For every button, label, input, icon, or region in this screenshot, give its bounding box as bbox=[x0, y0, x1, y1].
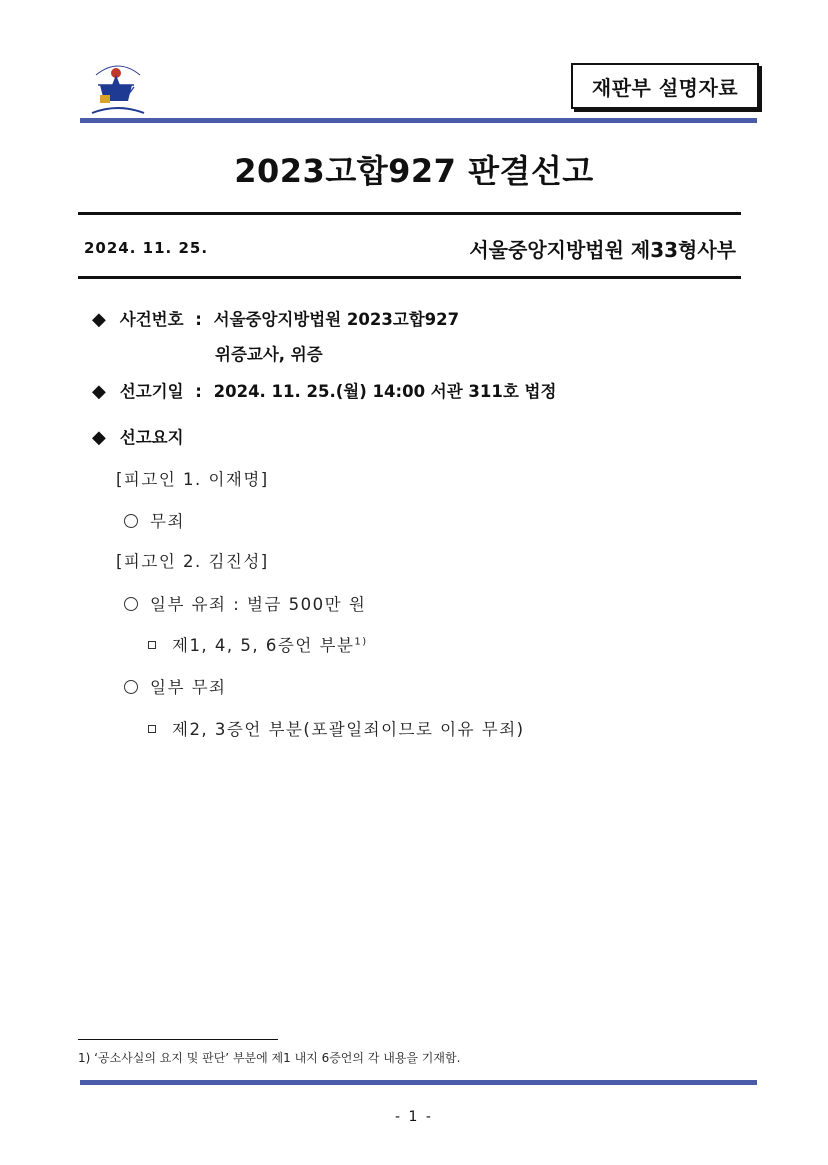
footnote-divider bbox=[78, 1039, 278, 1040]
square-bullet-icon bbox=[148, 641, 156, 649]
colon: : bbox=[195, 382, 202, 401]
footnote-ref: 1) bbox=[354, 636, 368, 648]
defendant-2-result-1 bbox=[124, 591, 366, 615]
page-number: - 1 - bbox=[395, 1109, 433, 1125]
circle-bullet-icon bbox=[124, 680, 138, 694]
title-divider-top bbox=[78, 212, 741, 215]
defendant-2-detail-2-text: 제2, 3증언 부분(포괄일죄이므로 이유 무죄) bbox=[172, 720, 525, 739]
court-logo bbox=[86, 55, 150, 115]
footnote: 1) ‘공소사실의 요지 및 판단’ 부분에 제1 내지 6증언의 각 내용을 기재함. bbox=[78, 1051, 461, 1065]
case-number-value: 서울중앙지방법원 2023고합927 bbox=[213, 310, 460, 329]
defendant-1-heading: [피고인 1. 이재명] bbox=[116, 470, 269, 489]
sentence-date-value: 2024. 11. 25.(월) 14:00 서관 311호 법정 bbox=[213, 382, 557, 401]
scales-of-justice-icon bbox=[86, 55, 150, 115]
defendant-2-result-2-text: 일부 무죄 bbox=[150, 678, 227, 697]
title-divider-bottom bbox=[78, 276, 741, 279]
diamond-bullet-icon: ◆ bbox=[92, 427, 106, 448]
defendant-2-detail-2 bbox=[148, 716, 525, 740]
defendant-2-detail-1-text: 제1, 4, 5, 6증언 부분 bbox=[172, 636, 355, 655]
page-title: 2023고합927 판결선고 bbox=[234, 152, 594, 190]
circle-bullet-icon bbox=[124, 597, 138, 611]
document-type-box: 재판부 설명자료 bbox=[571, 63, 759, 109]
defendant-2-result-1-text: 일부 유죄 : 벌금 500만 원 bbox=[150, 595, 367, 614]
diamond-bullet-icon: ◆ bbox=[92, 381, 106, 402]
defendant-2-result-2 bbox=[124, 674, 227, 698]
defendant-1-result bbox=[124, 508, 185, 532]
defendant-1-result-text: 무죄 bbox=[150, 512, 185, 531]
release-date: 2024. 11. 25. bbox=[84, 239, 209, 257]
defendant-2-heading: [피고인 2. 김진성] bbox=[116, 552, 269, 571]
colon: : bbox=[195, 310, 202, 329]
header-divider bbox=[80, 118, 757, 123]
defendant-2-detail-1 bbox=[148, 632, 368, 656]
sentence-date-label: 선고기일 bbox=[119, 382, 184, 401]
diamond-bullet-icon: ◆ bbox=[92, 309, 106, 330]
case-charges: 위증교사, 위증 bbox=[215, 345, 323, 364]
case-number-label: 사건번호 bbox=[119, 310, 184, 329]
footer-divider bbox=[80, 1080, 757, 1085]
sentence-date-row bbox=[92, 378, 556, 402]
circle-bullet-icon bbox=[124, 514, 138, 528]
summary-label: 선고요지 bbox=[119, 428, 184, 447]
case-number-row bbox=[92, 306, 459, 330]
court-name: 서울중앙지방법원 제33형사부 bbox=[469, 238, 736, 262]
square-bullet-icon bbox=[148, 725, 156, 733]
summary-heading bbox=[92, 424, 184, 448]
